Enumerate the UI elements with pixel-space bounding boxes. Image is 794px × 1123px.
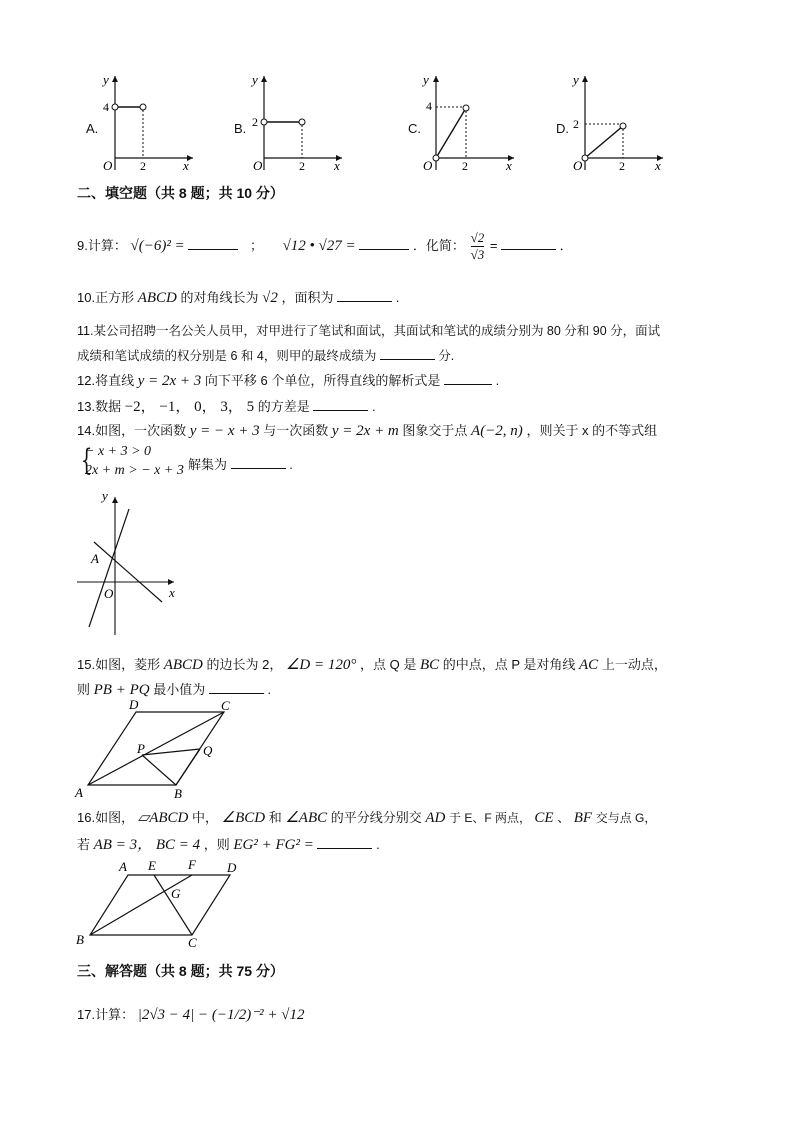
fig15-label-d: D (129, 697, 139, 712)
y-axis-label: y (252, 72, 258, 87)
q15-a: 15.如图，菱形 (77, 657, 164, 672)
fig14-y-label: y (102, 488, 108, 503)
q16-line2-b: ，则 (203, 837, 234, 852)
fig14-origin: O (104, 586, 114, 601)
figure-14 (74, 487, 184, 639)
q14-system-line1: − x + 3 > 0 (85, 444, 152, 459)
q13-expr: −2， −1， 0， 3， 5 (124, 399, 255, 415)
question-10 (77, 287, 399, 307)
q16-given: AB = 3， BC = 4 (93, 837, 201, 853)
section-3-title: 三、解答题（共 8 题；共 75 分） (77, 963, 284, 979)
y-tick: 4 (426, 99, 432, 113)
q16-expr: EG² + FG² = (233, 837, 314, 853)
q9-fraction (471, 230, 485, 263)
y-axis-label: y (573, 72, 579, 87)
option-b-label: B. (234, 121, 247, 136)
q10-mid: 的对角线长为 (180, 290, 263, 305)
q16-a: 16.如图， (77, 810, 138, 825)
q9-answer2-blank[interactable] (359, 237, 409, 250)
question-16-line2 (77, 833, 380, 854)
q17-expr: |2√3 − 4| − (−1/2)⁻² + √12 (137, 1007, 305, 1023)
q13-tail: 的方差是 (257, 399, 310, 414)
q14-function1: y = − x + 3 (189, 423, 260, 439)
q14-tail: ，则关于 x 的不等式组 (526, 423, 658, 438)
option-b-graph (244, 70, 349, 172)
option-c-label: C. (408, 121, 421, 136)
origin-label: O (103, 158, 113, 172)
q15-line2-b: 最小值为 (153, 682, 206, 697)
q14-solve-text: 解集为 (188, 457, 228, 472)
q15-ac: AC (579, 657, 599, 673)
q14-prefix: 14.如图，一次函数 (77, 423, 190, 438)
q15-c: ，点 Q 是 (359, 657, 420, 672)
q15-bc: BC (419, 657, 440, 673)
q9-frac-den: √3 (470, 247, 485, 262)
fig15-label-c: C (221, 698, 230, 713)
option-d-label: D. (556, 121, 569, 136)
x-tick: 2 (140, 159, 146, 172)
fig15-label-q: Q (203, 743, 213, 758)
q16-f: 、 (557, 810, 574, 825)
q16-bf: BF (573, 810, 593, 826)
q9-frac-num: √2 (470, 230, 485, 245)
question-11-line2 (77, 346, 454, 364)
q16-end: . (376, 837, 380, 852)
question-9 (77, 230, 573, 266)
q9-end: ． (559, 237, 573, 253)
q9-sep: ； (249, 237, 263, 253)
option-a-label: A. (86, 121, 99, 136)
q12-tail: 向下平移 6 个单位，所得直线的解析式是 (204, 373, 441, 388)
fig15-label-b: B (174, 786, 182, 801)
origin-label: O (423, 158, 433, 172)
x-axis-label: x (506, 158, 512, 172)
q16-parallelogram: ▱ABCD (137, 810, 189, 826)
q10-tail: ，面积为 (281, 290, 334, 305)
y-tick: 2 (252, 115, 258, 129)
question-14-line1 (77, 420, 657, 440)
q9-simplify: ．化简： (412, 237, 465, 253)
q9-answer1-blank[interactable] (188, 237, 238, 250)
q14-system-line2: 2x + m > − x + 3 (85, 463, 184, 478)
y-tick: 2 (573, 117, 579, 131)
option-c-graph (416, 70, 521, 172)
q15-angle: ∠D = 120° (285, 657, 357, 673)
question-12 (77, 370, 499, 390)
question-15-line1 (77, 654, 667, 674)
x-axis-label: x (183, 158, 189, 172)
origin-label: O (253, 158, 263, 172)
q14-mid2: 图象交于点 (402, 423, 472, 438)
x-tick: 2 (299, 159, 305, 172)
q9-expr2: √12 • √27 = (282, 237, 356, 254)
question-11-line1: 11.某公司招聘一名公关人员甲，对甲进行了笔试和面试，其面试和笔试的成绩分别为 80 分和 90 分，面试 (77, 324, 661, 338)
option-a-graph (95, 70, 200, 172)
q17-prefix: 17.计算： (77, 1007, 135, 1022)
q9-expr1: √(−6)² = (130, 237, 185, 254)
q16-b: 中， (192, 810, 222, 825)
q10-end: . (395, 290, 400, 305)
fig16-label-f: F (188, 857, 196, 872)
q16-angle1: ∠BCD (221, 810, 266, 826)
y-tick: 4 (103, 100, 109, 114)
q12-expr: y = 2x + 3 (137, 373, 202, 389)
q10-name: ABCD (137, 290, 177, 306)
figure-15 (72, 697, 242, 803)
q15-expr: PB + PQ (93, 682, 150, 698)
q11-answer-blank[interactable] (380, 347, 435, 360)
y-axis-label: y (423, 72, 429, 87)
fig16-label-g: G (171, 886, 181, 901)
fig16-label-d: D (227, 860, 237, 875)
question-13 (77, 395, 376, 416)
fig14-x-label: x (169, 585, 175, 600)
x-tick: 2 (619, 159, 625, 172)
fig15-label-a: A (75, 785, 83, 800)
question-15-line2 (77, 679, 271, 699)
q13-prefix: 13.数据 (77, 399, 125, 414)
q14-mid: 与一次函数 (263, 423, 332, 438)
q9-answer3-blank[interactable] (501, 237, 556, 250)
question-16-line1 (77, 807, 656, 827)
question-17 (77, 1004, 304, 1024)
q11-line2-text: 成绩和笔试成绩的权分别是 6 和 4，则甲的最终成绩为 (77, 349, 377, 363)
fig16-label-c: C (188, 935, 197, 950)
q16-answer-blank[interactable] (317, 836, 372, 849)
q14-function2: y = 2x + m (331, 423, 399, 439)
q10-value: √2 (262, 290, 278, 306)
q12-answer-blank[interactable] (444, 372, 492, 385)
q14-point: A(−2, n) (471, 423, 523, 439)
option-d-graph (565, 70, 670, 172)
fig14-point-a: A (91, 551, 99, 566)
figure-16 (72, 857, 247, 951)
q16-ce: CE (534, 810, 554, 826)
q16-angle2: ∠ABC (285, 810, 328, 826)
origin-label: O (573, 158, 583, 172)
fig16-label-b: B (76, 932, 84, 947)
q15-b: 的边长为 2， (206, 657, 286, 672)
x-axis-label: x (334, 158, 340, 172)
q11-end: 分. (438, 349, 455, 363)
q10-prefix: 10.正方形 (77, 290, 138, 305)
section-2-title: 二、填空题（共 8 题；共 10 分） (77, 185, 284, 201)
fig16-label-a: A (119, 859, 127, 874)
q12-prefix: 12.将直线 (77, 373, 138, 388)
q16-c: 和 (268, 810, 286, 825)
x-tick: 2 (462, 159, 468, 172)
q15-e: 上一动点， (601, 657, 667, 672)
q14-answer-blank[interactable] (231, 456, 286, 469)
q15-end: . (267, 682, 272, 697)
q16-e: 于 E、F 两点， (449, 811, 535, 825)
q16-line2-a: 若 (77, 837, 94, 852)
q13-end: . (372, 399, 376, 414)
brace-icon: { (80, 443, 93, 478)
q14-end: . (289, 457, 293, 472)
q15-answer-blank[interactable] (209, 681, 264, 694)
q13-answer-blank[interactable] (313, 398, 368, 411)
q15-name: ABCD (163, 657, 203, 673)
q16-g: 交与点 G， (595, 811, 657, 825)
q15-d: 的中点，点 P 是对角线 (442, 657, 580, 672)
q9-prefix: 9.计算： (77, 237, 127, 253)
x-axis-label: x (655, 158, 661, 172)
q12-end: . (495, 373, 500, 388)
q14-solve (188, 454, 293, 473)
q16-ad: AD (425, 810, 446, 826)
fig15-label-p: P (137, 741, 145, 756)
q16-d: 的平分线分别交 (330, 810, 426, 825)
q9-eq: = (489, 237, 498, 253)
q15-line2-a: 则 (77, 682, 94, 697)
y-axis-label: y (103, 72, 109, 87)
q10-answer-blank[interactable] (337, 289, 392, 302)
fig16-label-e: E (148, 858, 156, 873)
